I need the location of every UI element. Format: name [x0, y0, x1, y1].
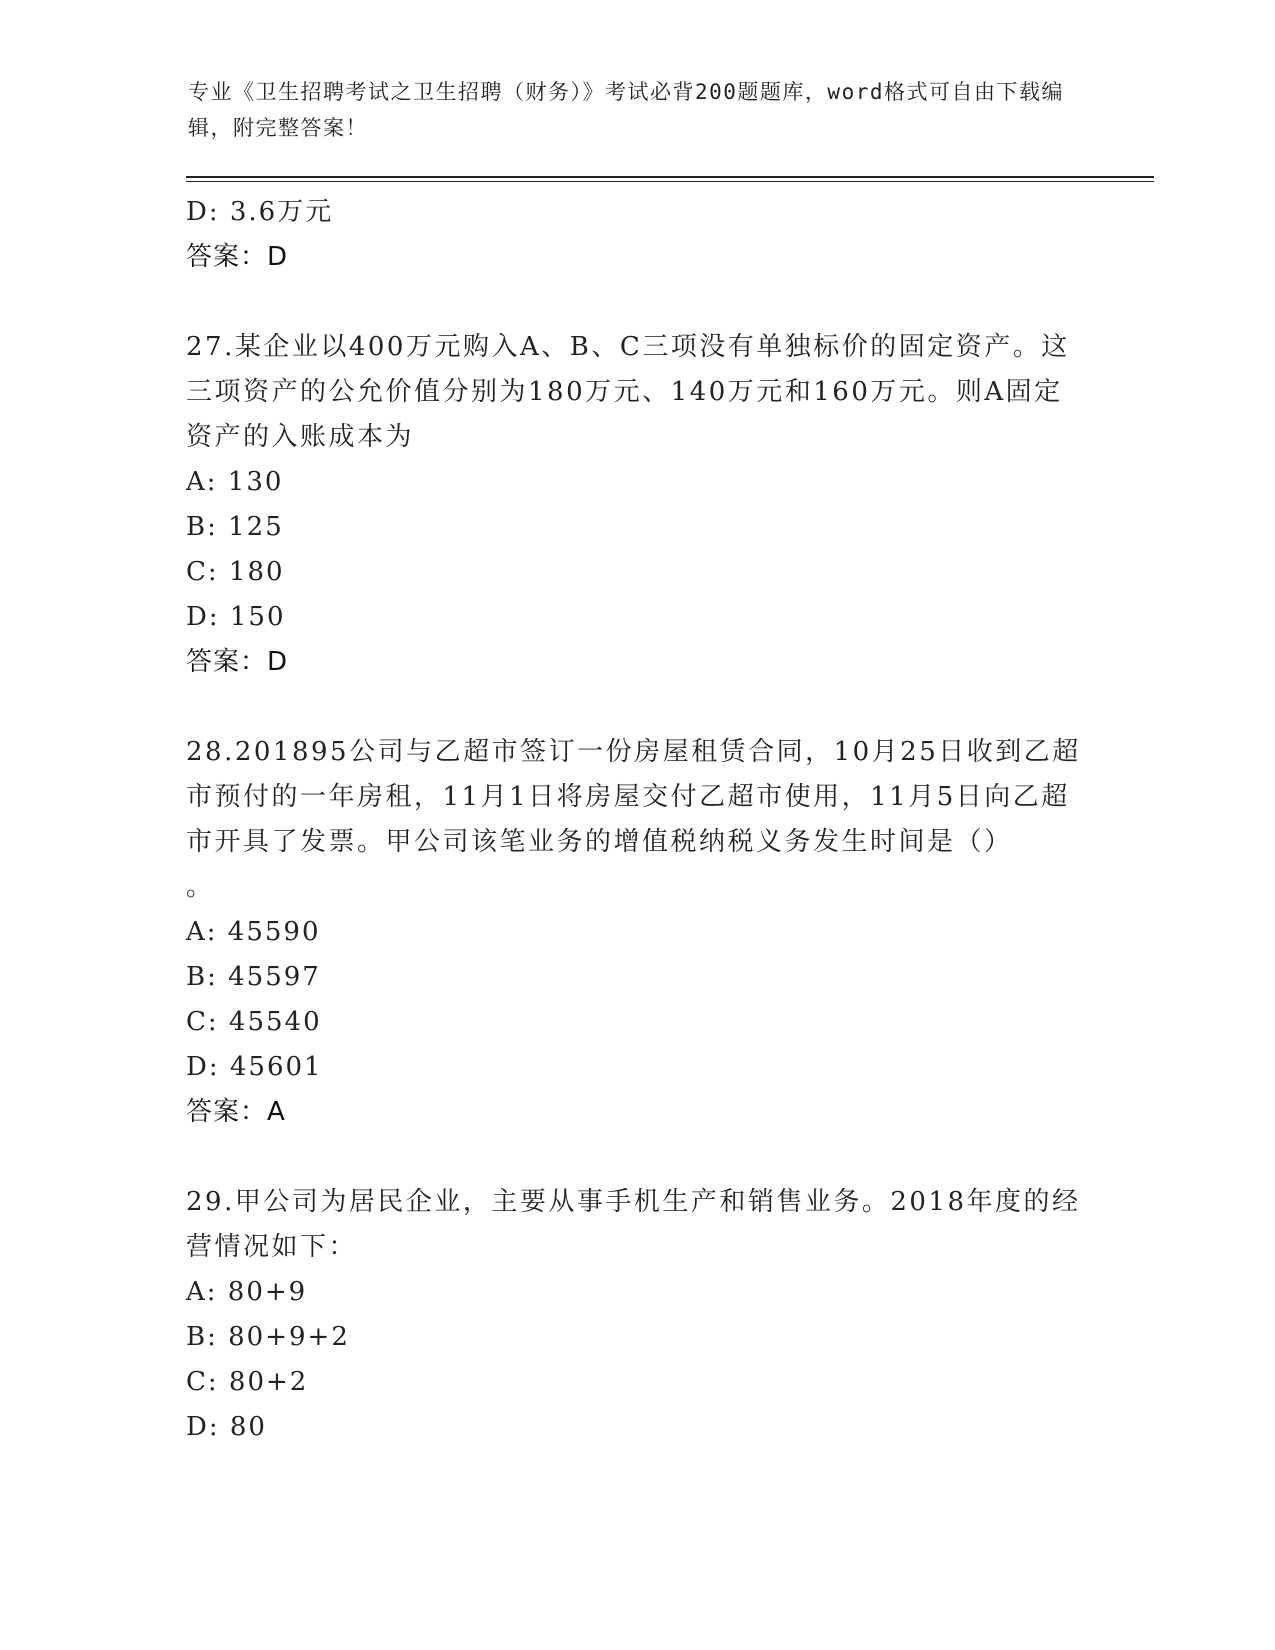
- spacer: [186, 280, 1086, 325]
- option-b: B: 45597: [186, 962, 321, 992]
- option-c: C: 80+2: [186, 1367, 309, 1397]
- option-b: B: 80+9+2: [186, 1322, 350, 1352]
- header-divider-thin: [186, 181, 1154, 182]
- header-divider-thick: [186, 176, 1154, 178]
- option-d: D: 150: [186, 602, 286, 632]
- option-a: A: 45590: [186, 917, 321, 947]
- option-d: D: 45601: [186, 1052, 323, 1082]
- option-a: A: 80+9: [186, 1277, 308, 1307]
- question-27: [186, 325, 1086, 685]
- question-list: [186, 190, 1086, 1450]
- question-stem: 27.某企业以400万元购入A、B、C三项没有单独标价的固定资产。这三项资产的公允价值分别为180万元、140万元和160万元。则A固定资产的入账成本为: [186, 332, 1070, 452]
- option-b: B: 125: [186, 512, 284, 542]
- question-stem: 29.甲公司为居民企业，主要从事手机生产和销售业务。2018年度的经营情况如下：: [186, 1187, 1081, 1262]
- option-d: D: 80: [186, 1412, 267, 1442]
- question-stem: 28.201895公司与乙超市签订一份房屋租赁合同，10月25日收到乙超市预付的一年房租，11月1日将房屋交付乙超市使用，11月5日向乙超市开具了发票。甲公司该笔业务的增值税纳税义务发生时间是（）: [186, 737, 1081, 857]
- spacer: [186, 685, 1086, 730]
- question-28: [186, 730, 1086, 1135]
- page-header-title: 专业《卫生招聘考试之卫生招聘（财务）》考试必背200题题库，word格式可自由下载编辑，附完整答案！: [188, 80, 1064, 140]
- spacer: [186, 1135, 1086, 1180]
- question-26-tail: [186, 190, 1086, 280]
- option-c: C: 180: [186, 557, 285, 587]
- answer-label: 答案：A: [186, 1097, 286, 1127]
- question-stem-tail: 。: [186, 872, 215, 902]
- option-d: D: 3.6万元: [186, 197, 334, 227]
- answer-label: 答案：D: [186, 647, 289, 677]
- answer-label: 答案：D: [186, 242, 289, 272]
- option-c: C: 45540: [186, 1007, 322, 1037]
- question-29: [186, 1180, 1086, 1450]
- option-a: A: 130: [186, 467, 284, 497]
